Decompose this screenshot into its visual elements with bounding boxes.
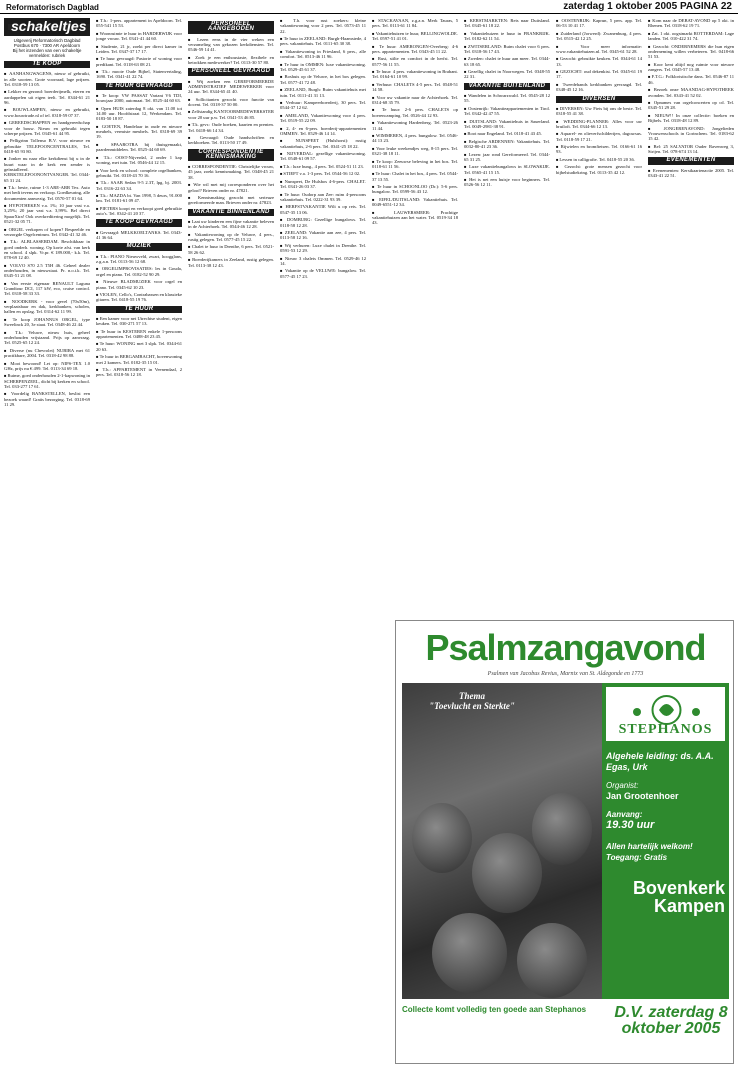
- classified-ad: ■ GEREEDSCHAPPEN en handgereedschap voor de bouw. Nieuw en gebruikt tegen scherpe prijzen. Tel. 0345-61 44 95.: [4, 120, 90, 136]
- classified-ad: ■ Gezocht: gebruikte keuken. Tel. 0344-61 14 13.: [556, 56, 642, 67]
- classified-ad: ■ HERFSTVAKANTIE Wilt u op reis. Tel. 0547-35 13 06.: [280, 204, 366, 215]
- classified-ad: ■ Lekker en gezond: boerderijmelk, eieren en aardappelen uit eigen teelt. Tel. 0344-61 21 96.: [4, 89, 90, 105]
- ad-collecte: Collecte komt volledig ten goede aan Stephanos: [402, 1005, 587, 1014]
- classified-ad: ■ Zweden: chalet te huur aan meer. Tel. 0344-63 18 65.: [464, 56, 550, 67]
- ads-list: [648, 18, 734, 154]
- classified-ad: ■ T.h.: APPARTEMENT in Veenendaal, 2 pers. Tel. 0318-56 12 18.: [96, 367, 182, 378]
- section-te-koop: TE KOOP: [4, 61, 90, 68]
- classified-ad: ■ Voor meer informatie: www.vakantiehuizen.nl. Tel. 0345-61 52 28.: [556, 44, 642, 55]
- classified-ad: ■ SPAAROTRA bij thuisgemaakt, paardenmiddelen. Tel. 0525-44 60 69.: [96, 142, 182, 153]
- classified-ad: ■ T.k.: SAAB Sedan 9-5 2.3T, lpg, bj. 2003. Tel. 0316-22 63 34.: [96, 180, 182, 191]
- classified-ad: ■ Van eerste eigenaar RENAULT Laguna Grandtour DCI, 117 kW, eco, cruise control. Tel. 0318-58 33 33.: [4, 281, 90, 297]
- ads-list: [188, 164, 274, 205]
- ad-venue: Bovenkerk Kampen: [632, 878, 725, 916]
- classified-ad: ■ Te huur: WONING met 3 slpk. Tel. 0344-61 20 63.: [96, 341, 182, 352]
- section-te-koop-gevraagd: TE KOOP GEVRAAGD: [96, 219, 182, 226]
- section-correspondentie: CORRESPONDENTIE KENNISMAKING: [188, 149, 274, 162]
- classified-ad: ■ Ruime, goed onderhouden 2-1-kapwoning in SCHERPENZEEL, dicht bij kerken en school. Tel. 033-277 17 61.: [4, 373, 90, 389]
- section-evenementen: EVENEMENTEN: [648, 157, 734, 164]
- classified-ad: ■ Zelfstandig KANTOORMEDEWERKSTER voor 20 uur p.w. Tel. 0341-53 46 85.: [188, 109, 274, 120]
- classified-ad: ■ ORGELIMPROVISATIES: les in Gouda, orgel en piano. Tel. 0182-52 90 29.: [96, 266, 182, 277]
- classified-ad: ■ Rijwielen en bromfietsen. Tel. 0166-61 16 93.: [556, 144, 642, 155]
- ads-list: [188, 37, 274, 66]
- classified-ad: ■ Voor kerk en school: complete orgelbanken, gebruikt. Tel. 0318-43 70 16.: [96, 168, 182, 179]
- classified-ad: ■ Lessen in calligrafie. Tel. 0418-55 20 36.: [556, 157, 642, 162]
- classified-ad: ■ Chalet te huur in Drenthe, 6 pers. Tel. 0521-58 26 62.: [188, 244, 274, 255]
- column-7: [556, 18, 642, 616]
- classified-ad: ■ Wij zoeken een GEREFORMEERDE ADMINISTRATIEF MEDEWERKER voor 24 uur. Tel. 0344-65 41 40.: [188, 79, 274, 95]
- masthead-sub: [4, 38, 90, 58]
- classified-ad: ■ HYPOTHEKEN v.a. 1%; 10 jaar vast v.a. 3,25%; 20 jaar vast v.a. 3,99%. Bel direct SpaarXtra! Ook overkreditering mogelijk. Tel. 0521-32 05 71.: [4, 203, 90, 224]
- classified-ad: ■ T.h.: 1-pers. appartement in Apeldoorn. Tel. 055-541 15 53.: [96, 18, 182, 29]
- classified-ad: ■ Studente, 21 jr, zoekt per direct kamer in Leiden. Tel. 0347-37 17 17.: [96, 44, 182, 55]
- ad-theme-label: Thema: [459, 691, 485, 701]
- classified-ad: ■ AANHANGWAGENS, nieuw of gebruikt, in alle soorten. Grote voorraad, lage prijzen. Tel. 0318-59 13 05.: [4, 71, 90, 87]
- classified-ad: ■ ZWITSERLAND: Ruim chalet voor 6 pers. Tel. 0318-56 17 43.: [464, 44, 550, 55]
- classified-ad: ■ DUITSLAND: Vakantiehuis in Sauerland. Tel. 0049-2981-38 91.: [464, 119, 550, 130]
- ads-list: [556, 18, 642, 93]
- classified-ad: ■ Te huur: Chalet in het bos, 4 pers. Tel. 0544-37 13 55.: [372, 171, 458, 182]
- classified-ad: ■ Te huur: AMERONGEN-Overberg: 4-6 pers. appartementen. Tel. 0343-45 11 22.: [372, 44, 458, 55]
- classified-ad: ■ Tweedehands kerkbanken gevraagd. Tel. 0348-45 12 16.: [556, 82, 642, 93]
- classified-ad: ■ Kennismaking gezocht met serieuze gereformeerde man. Brieven onder nr. 47823.: [188, 195, 274, 206]
- classified-ad: ■ Te koop: Zeeuwse beleving in het bos. Tel. 0118-61 11 56.: [372, 159, 458, 170]
- masthead-sub2: Postbus 670 · 7300 AR Apeldoorn: [13, 43, 81, 48]
- classified-ad: ■ NIJVERDAL: gezellige vakantiewoning. Tel. 0548-61 09 57.: [280, 151, 366, 162]
- classified-ad: ■ GEZOCHT: oud dekenkist. Tel. 0345-61 19 17.: [556, 69, 642, 80]
- classified-ad: ■ Bezoek onze MAANDAG-HYPOTHEEK avonden. Tel. 0343-41 52 02.: [648, 87, 734, 98]
- ads-list: [96, 230, 182, 241]
- classified-ad: ■ DOMBURG: Gezellige bungalows. Tel. 0118-58 12 28.: [280, 217, 366, 228]
- classified-ad: ■ Gezellig chalet in Noorwegen. Tel. 0348-55 22 31.: [464, 69, 550, 80]
- ads-list: [188, 219, 274, 268]
- masthead: [4, 18, 90, 36]
- ads-list: [188, 79, 274, 146]
- ad-theme: [416, 691, 528, 711]
- classified-ad: ■ Wie wil met mij corresponderen over het geloof? Brieven onder nr. 47821.: [188, 182, 274, 193]
- classified-ad: ■ Gevraagd: MELKKOELTANKS. Tel. 0343-41 36 64.: [96, 230, 182, 241]
- classified-ad: ■ Verhuur: Kampeerboerderij, 30 pers. Tel. 0544-37 12 62.: [280, 100, 366, 111]
- child-face-image: [532, 793, 592, 865]
- classified-ad: ■ Voor leuke weekendjes weg, 8-15 pers. Tel. 0321-38 18 11.: [372, 146, 458, 157]
- child-face-image: [432, 913, 507, 993]
- classified-ad: ■ Jonker nu naar elke kerkdienst bij u in de buurt waar in de kerk een zender is geïnstalleerd. KERKTELEFOONONTVANGER. Tel. 0344-65 31 24.: [4, 156, 90, 182]
- classified-ad: ■ KERSTMARKTEN: Reis naar Duitsland. Tel. 0345-61 18 22.: [464, 18, 550, 29]
- classified-ad: ■ Te huur: Oudorp aan Zee: ruim 4-persoons vakantiehuis. Tel. 0222-31 93 39.: [280, 192, 366, 203]
- classified-ad: ■ STACKAVAAN, z.g.a.n. Merk Tauras, 5 pers. Tel. 0113-61 11 84.: [372, 18, 458, 29]
- classified-ad: ■ Rust, stilte en comfort in de herfst. Tel. 0577-56 11 55.: [372, 56, 458, 67]
- classified-ad: ■ T.k.: OOST-Nijverdal, 2 onder 1 kap woning, met tuin. Tel. 0546-44 12 15.: [96, 155, 182, 166]
- ads-list: [464, 18, 550, 80]
- paper-name: Reformatorisch Dagblad: [6, 3, 99, 12]
- column-1: [4, 18, 90, 1064]
- ads-list: [648, 168, 734, 179]
- classified-ad: ■ Te huur: 4 pers. vakantiewoning in Brabant. Tel. 0164-61 10 99.: [372, 69, 458, 80]
- section-te-huur-gevraagd: TE HUUR GEVRAAGD: [96, 83, 182, 90]
- classified-ad: ■ PIETERS koopt en verkoopt goed gebruikte auto's. Tel. 0342-41 20 37.: [96, 206, 182, 217]
- page-date: [563, 1, 732, 12]
- start-time: 19.30 uur: [606, 819, 655, 831]
- classified-ad: ■ BOUWLAMPEN, nieuw en gebruikt, www.bouwtrade.nl of tel. 0318-59 07 37.: [4, 107, 90, 118]
- classified-ad: ■ Woonruimte te huur in HARDERWIJK voor jonge vrouw. Tel. 0341-41 44 60.: [96, 31, 182, 42]
- column-4: [280, 18, 366, 1064]
- classified-ad: ■ EIFEL/DUITSLAND: Vakantiehuis. Tel. 0049-6551-12 34.: [372, 197, 458, 208]
- classified-ad: ■ Te koop JOHANNUS ORGEL, type Sweelinck 20, 3e staat. Tel. 0348-46 22 44.: [4, 317, 90, 328]
- classified-ad: ■ Wij verhuren: Luxe chalet in Drenthe. Tel. 0591-53 12 29.: [280, 243, 366, 254]
- ads-list: [96, 93, 182, 216]
- classified-ad: ■ T.k.: MAZDA bt. Van 1998, 5 deurs, 91.000 km. Tel. 0181-61 09 47.: [96, 193, 182, 204]
- ads-list: [96, 18, 182, 80]
- classified-ad: ■ T.k.: Veluwe, nieuw huis, geheel onderhouden vrijstaand. Prijs op aanvraag. Tel. 0525-65 12 24.: [4, 330, 90, 346]
- section-personeel-gevraagd: PERSONEEL GEVRAAGD: [188, 68, 274, 75]
- ads-list: [464, 93, 550, 188]
- classified-ad: ■ WIMMEREN, 4 pers. bungalow. Tel. 0546-44 13 23.: [372, 133, 458, 144]
- ad-title: Psalmzangavond: [425, 627, 706, 668]
- classified-ad: ■ F.T.G.: Folkloristische dans. Tel. 0546-87 11 46.: [648, 74, 734, 85]
- classified-ad: ■ T.k.: mooie Oude Bijbel, Statenvertaling, 1690. Tel. 0341-41 22 74.: [96, 69, 182, 80]
- ad-leader: Algehele leiding: ds. A.A. Egas, Urk: [606, 751, 714, 772]
- classified-ad: ■ Boshuis op de Veluwe, in het bos gelegen. Tel. 0577-41 72 48.: [280, 74, 366, 85]
- ad-photo-children: [402, 683, 602, 999]
- classified-ad: ■ JONGERENAVOND: Jongelieden Vrouwenschools in Gorinchem. Tel. 0183-62 15 42.: [648, 126, 734, 142]
- section-vakantie-buitenland: VAKANTIE BUITENLAND: [464, 83, 550, 90]
- classified-ad: ■ Oostenrijk: Vakantieappartementen in Tirol. Tel. 0342-42 47 55.: [464, 106, 550, 117]
- classified-ad: ■ Vakantiewoning op de Veluwe, 4 pers., rustig gelegen. Tel. 0577-45 15 22.: [188, 232, 274, 243]
- classified-ad: ■ Kom naar de DEBAT-AVOND op 5 okt. in Rhenen. Tel. 0318-62 19 71.: [648, 18, 734, 29]
- ads-list: [372, 18, 458, 226]
- classified-ad: ■ DIVERSEN: Uw Fiets bij ons de beste. Tel. 0318-55 41 38.: [556, 106, 642, 117]
- classified-ad: ■ Lezen eens in de vier weken een verzameling van gekozen kerkdiensten. Tel. 0546-59 14 41.: [188, 37, 274, 53]
- organist-name: Jan Grootenhoer: [606, 791, 679, 801]
- section-muziek: MUZIEK: [96, 243, 182, 250]
- classified-ad: ■ Gezocht: ONDERNEMERS die hun eigen onderneming willen verbeteren. Tel. 0418-66 51 53.: [648, 44, 734, 60]
- classified-ad: ■ Te huur in BERGAMBACHT, bovenwoning met 2 kamers. Tel. 0182-35 15 01.: [96, 354, 182, 365]
- classified-ad: ■ Belgische ARDENNEN: Vakantiehuis. Tel. 0032-80-41 23 36.: [464, 139, 550, 150]
- classified-ad: ■ AMELAND, Vakantiewoning voor 4 pers. Tel. 0519-55 22 09.: [280, 113, 366, 124]
- ads-list: [4, 71, 90, 407]
- classified-ad: ■ Nieuwe BLADMUZIEK voor orgel en piano. Tel. 0345-62 10 23.: [96, 279, 182, 290]
- classified-ad: ■ T.k.: PIANO Nieuwveld, zwart, hoogglans, z.g.a.n. Tel. 0113-56 12 68.: [96, 254, 182, 265]
- start-label: Aanvang:: [606, 810, 643, 819]
- classified-ad: ■ Boerderijkamers in Zeeland, rustig gelegen. Tel. 0113-38 12 43.: [188, 257, 274, 268]
- classified-ad: ■ Te huur in SCHOONLOO (Dr.): 5-6 pers. bungalow. Tel. 0599-56 43 12.: [372, 184, 458, 195]
- classified-ad: ■ ORGEL verkopen of kopen? Bespeelde en verzorgde Orgelcentrum. Tel. 0342-41 32 46.: [4, 227, 90, 238]
- classified-ad: ■ ZEELAND, Burgh: Ruim vakantiehuis met tuin. Tel. 0111-41 31 13.: [280, 87, 366, 98]
- classified-ad: ■ Wandelen in Schwarzwald. Tel. 0545-28 12 55.: [464, 93, 550, 104]
- logo-text: STEPHANOS: [618, 722, 713, 737]
- classified-ad: ■ Zuiderland (Jorwerd): Zwanenburg, 4 pers. Tel. 0515-42 12 25.: [556, 31, 642, 42]
- classified-ad: ■ Te huur: 2-6 pers. CHALETS op boerencamping. Tel. 0526-44 12 93.: [372, 107, 458, 118]
- classified-ad: ■ T.k.: ALBLASSERDAM. Beschikbaar in goed onderh. woning. Op korte afst. van kerk en school. 4 slpk. Vr.pr. € 189.000,- k.k. Tel. 078-69 12 40.: [4, 239, 90, 260]
- classified-ad: ■ Te huur gevraagd: Pastorie of woning voor predikant. Tel. 0118-63 08 21.: [96, 56, 182, 67]
- classified-ad: ■ Pelligrinn Tollenso B.V. voor nieuwe en gebruikte TELEFOONCENTRALES, Tel. 0418-65 93 80.: [4, 138, 90, 154]
- ad-theme-text: "Toevlucht en Sterkte": [429, 701, 515, 711]
- classified-ad: ■ CORRESPONDENTIE: Christelijke vrouw, 45 jaar, zoekt kennismaking. Tel. 0348-45 21 38.: [188, 164, 274, 180]
- classified-ad: ■ Het is net een huisje voor beginners. Tel. 0526-56 12 11.: [464, 177, 550, 188]
- organist-label: Organist:: [606, 781, 639, 790]
- section-vakantie-binnenland: VAKANTIE BINNENLAND: [188, 209, 274, 216]
- column-2: [96, 18, 182, 1064]
- classified-ad: ■ Aquarel- en olieverfschilderijen, dagcursus. Tel. 0118-59 17 21.: [556, 131, 642, 142]
- classified-ad: ■ Voor uw vakantie naar de Achterhoek. Tel. 0314-68 35 79.: [372, 95, 458, 106]
- classified-ad: ■ LAUWERSMEER: Prachtige vakantiehuizen aan het water. Tel. 0519-34 18 43.: [372, 210, 458, 226]
- classified-ad: ■ WEDDING-PLANNER: Alles voor uw bruiloft. Tel. 0344-66 12 13.: [556, 119, 642, 130]
- classified-ad: ■ 2, 4- en 6-pers. boerderij-appartementen OMMEN. Tel. 0529-46 14 14.: [280, 126, 366, 137]
- classified-ad: ■ Zoek je een enthousiaste, flexibele en betrokken medewerker? Tel. 0113-30 57 80.: [188, 55, 274, 66]
- classified-ad: ■ Bel: 25 SALVATOR Ouder Ravenweg 3, Strijen. Tel. 078-674 13 14.: [648, 144, 734, 155]
- classified-ad: ■ Te huur in OMMEN: luxe vakantiewoning. Tel. 0529-45 61 37.: [280, 62, 366, 73]
- classified-ad: ■ Zat. 1 okt. oogstmarkt ROTTERDAM: Lage landen. Tel. 010-422 31 74.: [648, 31, 734, 42]
- stephanos-logo: [606, 687, 725, 741]
- classified-ad: ■ Diverse (nu Chevrolet) NUBIRA met 61 practikbare, 2004. Tel. 0318-42 98 88.: [4, 348, 90, 359]
- classified-ad: ■ Sollicitanten gezocht voor functie van docent. Tel. 0318-37 50 00.: [188, 97, 274, 108]
- classified-ad: ■ STIEFT v.a. 1-3 pers. Tel. 0544-56 12 02.: [280, 171, 366, 176]
- ads-list: [96, 254, 182, 303]
- classified-ad: ■ Koor kent altijd nog ruimte voor nieuwe zangers. Tel. 0345-57 13 48.: [648, 62, 734, 73]
- classified-ad: ■ Vakantiewoning in Friesland, 6 pers., alle comfort. Tel. 0513-46 11 96.: [280, 49, 366, 60]
- classified-ad: ■ Verhuur: CHALETS 4-5 pers. Tel. 0548-51 14 58.: [372, 82, 458, 93]
- ad-subtitle: Psalmen van Jacobus Revius, Marnix van St. Aldegonde en 1773: [487, 671, 644, 677]
- section-personeel-aangeboden: PERSONEEL AANGEBODEN: [188, 21, 274, 34]
- masthead-sub1: Uitgeverij Reformatorisch Dagblad: [13, 38, 81, 43]
- ad-welcome: Allen hartelijk welkom! Toegang: Gratis: [606, 842, 693, 862]
- ads-list: [96, 316, 182, 378]
- classified-ad: ■ Boot naar Engeland. Tel. 0118-41 43 45.: [464, 131, 550, 136]
- classified-ad: ■ Voordelig BANKSTELLEN, beslist een bezoek waard! Gratis bezorging. Tel. 0318-69 11 29.: [4, 391, 90, 407]
- classified-ad: ■ Laat uw kinderen een fijne vakantie beleven in de Achterhoek. Tel. 0544-46 12 28.: [188, 219, 274, 230]
- ad-info-panel: [602, 683, 729, 999]
- stephanos-logo-icon: [607, 688, 726, 728]
- classified-ad: ■ VOLVO S70 2.5 T5H 46. Geheel dealer onderhouden, in nieuwstaat. Pr. n.o.t.k. Tel. 0345-51 21 08.: [4, 263, 90, 279]
- child-face-image: [412, 803, 472, 873]
- classified-ad: ■ Vakantiehuizen te huur, BELLINGWOLDE. Tel. 0597-51 41 01.: [372, 31, 458, 42]
- ads-list: [280, 18, 366, 279]
- classified-ad: ■ T.k.: beste, ruime 1-3 ARE-ARR Tex. Auto met bedt tevens en verkoop. Goedkeuring, alle documenten aanwezig. Tel. 0570-57 01 64.: [4, 185, 90, 201]
- classified-ad: ■ Een kamer voor net Utrechtse student, eigen keuken. Tel. 030-271 57 13.: [96, 316, 182, 327]
- ad-start-time: [606, 810, 725, 831]
- child-face-image: [472, 833, 542, 913]
- classified-ad: ■ Te huur in KESTEREN enkele 1-persoons appartementen. Tel. 0488-48 23 45.: [96, 329, 182, 340]
- classified-ad: ■ Evenementen: Kerstkaartenactie 2005. Tel. 0343-41 22 51.: [648, 168, 734, 179]
- page-label: PAGINA: [679, 1, 719, 12]
- masthead-sub3: Bij het inzenden van een schakeltje vermelden: rubriek: [12, 48, 82, 58]
- classified-ad: ■ T.h.: luxe bung., 4 pers. Tel. 0524-51 11 23.: [280, 164, 366, 169]
- child-face-image: [517, 923, 587, 998]
- page-header: [0, 0, 738, 14]
- classified-ad: ■ OOSTENRIJK: Kaprun, 5 pers. app. Tel. 06-53 10 41 17.: [556, 18, 642, 29]
- section-te-huur: TE HUUR: [96, 306, 182, 313]
- classified-ad: ■ ZEELAND: Vakantie aan zee, 4 pers. Tel. 0113-58 12 16.: [280, 230, 366, 241]
- classified-ad: ■ NIEUW!! In onze collectie: boeken en Bijbels. Tel. 0318-48 12 89.: [648, 113, 734, 124]
- classified-ad: ■ Nieuw 3 chalets Ommen. Tel. 0529-46 12 14.: [280, 256, 366, 267]
- classified-ad: ■ T.h. voor rust zoekers: kleine vakantiewoning voor 2 pers. Tel. 0573-45 11 22.: [280, 18, 366, 34]
- section-diversen: DIVERSEN: [556, 96, 642, 103]
- page-number: 22: [720, 1, 732, 12]
- classified-ad: ■ Luxe vakantiebungalows in SLOWAKIJE. Tel. 0565-41 15 15.: [464, 164, 550, 175]
- classified-ad: ■ Nunspeet, De Hulsbos 4-6-pers. CHALET. Tel. 0341-26 03 37.: [280, 179, 366, 190]
- column-8: [648, 18, 734, 616]
- ad-date: D.V. zaterdag 8 oktober 2005: [614, 1004, 728, 1037]
- masthead-logo: schakeltjes: [8, 24, 90, 29]
- classified-ad: ■ VIOLEN, Cello's, Contrabassen en klassieke gitaren. Tel. 0418-55 19 76.: [96, 292, 182, 303]
- classified-ad: ■ Te koop: VW PASSAT Variant V6 TDI, bouwjaar 2000, automaat. Tel. 0525-44 60 63.: [96, 93, 182, 104]
- classified-ad: ■ Vakantie op de VELUWE: bungalow. Tel. 0577-45 17 23.: [280, 268, 366, 279]
- column-6: [464, 18, 550, 616]
- classified-ad: ■ T.k. gevr.: Oude boeken, kaarten en prenten. Tel. 0418-66 14 34.: [188, 122, 274, 133]
- classified-ad: ■ Open HUIS zaterdag 8 okt. van 11.00 tot 14.00 uur. Hoofdstraat 12, Werkendam. Tel. 0183-50 18 87.: [96, 106, 182, 122]
- ad-organist: [606, 781, 725, 802]
- classified-ad: ■ NOODKERK - voor gevel (70x50m), verplaatsbaar en dak, kerkbanken, scholen, hallen en opslag. Tel. 0314-62 11 99.: [4, 299, 90, 315]
- column-5: [372, 18, 458, 616]
- classified-ad: ■ Mooi bewoond! Let op: NIPS-TEX 1.0 GHz, prijs nu € 499. Tel. 0113-34 69 18.: [4, 361, 90, 372]
- classified-ad: ■ Vakantiewoning Hardenberg. Tel. 0523-26 11 44.: [372, 120, 458, 131]
- date-text: zaterdag 1 oktober 2005: [563, 1, 678, 12]
- classified-ad: ■ Gezocht: grote mensen gezocht voor bijbelstudiekring. Tel. 0113-35 42 12.: [556, 164, 642, 175]
- classified-ad: ■ Opnames van orgelconcerten op cd. Tel. 0345-51 29 28.: [648, 100, 734, 111]
- classified-ad: ■ NUNSPEET (Hulshorst): rustig vakantiehuis, 2-6 pers. Tel. 0341-25 18 22.: [280, 138, 366, 149]
- classified-ad: ■ Lezen: jaar rond Gereformeerd. Tel. 0344-65 31 25.: [464, 152, 550, 163]
- classified-ad: ■ Te huur in ZEELAND: Burgh-Haamstede, 4 pers. vakantiehuis. Tel. 0111-65 30 38.: [280, 36, 366, 47]
- classified-ad: ■ GOETEN, Handelaar in oude en nieuwe meubels, vermiste meubels. Tel. 0318-69 39 19.: [96, 124, 182, 140]
- psalmzangavond-ad: [395, 620, 734, 1064]
- ads-list: [556, 106, 642, 175]
- classified-ad: ■ Gevraagd: Oude handschriften en kerkboeken. Tel. 0113-50 17 49.: [188, 135, 274, 146]
- column-3: [188, 18, 274, 1064]
- classified-ad: ■ Vakantiehuizen te huur in FRANKRIJK. Tel. 0182-62 11 54.: [464, 31, 550, 42]
